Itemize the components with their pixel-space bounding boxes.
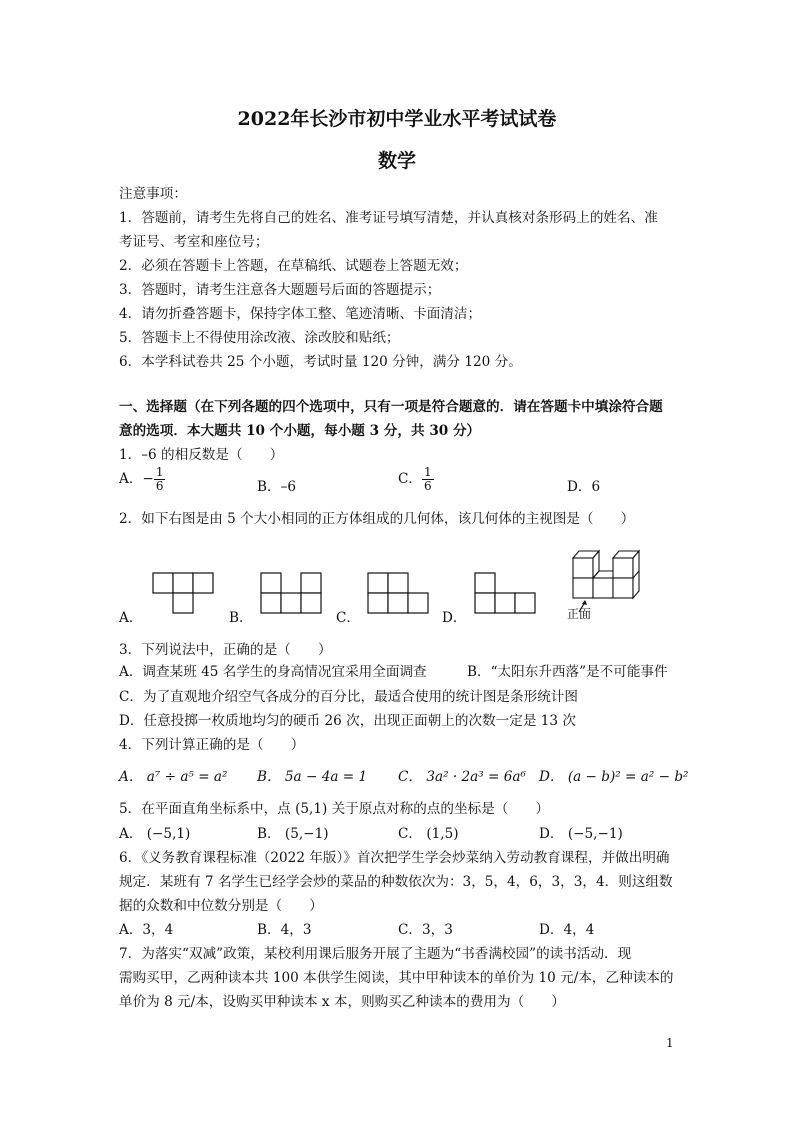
q6-option-a: A．3，4: [119, 922, 174, 938]
q1-option-a: [119, 466, 165, 493]
q5-option-d: D． (−5,−1): [539, 826, 623, 842]
q6-option-d: D．4，4: [539, 922, 595, 938]
q4-option-d: D． (a − b)² = a² − b²: [539, 769, 689, 785]
q2-front-label: 正面: [567, 607, 592, 621]
q6-stem-line: 6．《义务教育课程标准（2022 年版）》首次把学生学会炒菜纳入劳动教育课程，并做出明确: [119, 850, 670, 866]
q1-stem: 1．–6 的相反数是（ ）: [119, 447, 284, 463]
notice-item: 5．答题卡上不得使用涂改液、涂改胶和贴纸；: [119, 330, 400, 346]
q2-option-a-label: A．: [119, 610, 143, 626]
q2-option-a-figure: [152, 572, 214, 614]
q3-stem: 3．下列说法中，正确的是（ ）: [119, 642, 332, 658]
fraction-numerator: 1: [424, 465, 432, 479]
exam-subject: 数学: [377, 150, 416, 172]
q4-stem: 4．下列计算正确的是（ ）: [119, 737, 305, 753]
exam-title: 2022年长沙市初中学业水平考试试卷: [237, 108, 557, 130]
notice-item: 考证号、考室和座位号；: [119, 234, 269, 250]
q2-reference-solid: [565, 546, 651, 612]
q6-option-b: B．4，3: [257, 922, 312, 938]
page-number: 1: [666, 1036, 674, 1050]
q5-option-c: C． (1,5): [398, 826, 459, 842]
notice-item: 4．请勿折叠答题卡，保持字体工整、笔迹清晰、卡面清洁；: [119, 306, 482, 322]
q2-option-b-label: B．: [229, 610, 253, 626]
q5-option-a: A． (−5,1): [119, 826, 191, 842]
q4-option-a: A． a⁷ ÷ a⁵ = a²: [119, 769, 228, 785]
fraction-denominator: 6: [155, 479, 164, 493]
q1-option-a-label: A．: [119, 471, 143, 487]
q4-option-b: B． 5a − 4a = 1: [257, 769, 368, 785]
q1-option-d: D．6: [567, 479, 601, 495]
q1-option-c-fraction: [422, 466, 434, 493]
q7-stem-line: 7．为落实“双减”政策，某校利用课后服务开展了主题为“书香满校园”的读书活动．现: [119, 946, 632, 962]
q2-option-d-label: D．: [442, 610, 467, 626]
q6-stem-line: 规定．某班有 7 名学生已经学会炒的菜品的种数依次为：3，5，4，6，3，3，4．则这组数: [119, 874, 673, 890]
q2-option-c-label: C．: [336, 610, 360, 626]
q3-option-c: C．为了直观地介绍空气各成分的百分比，最适合使用的统计图是条形统计图: [119, 689, 578, 705]
q1-option-c: [398, 466, 434, 493]
q3-option-a: A．调查某班 45 名学生的身高情况宜采用全面调查: [119, 664, 427, 680]
notice-item: 3．答题时，请考生注意各大题题号后面的答题提示；: [119, 282, 441, 298]
q7-stem-line: 单价为 8 元/本，设购买甲种读本 x 本，则购买乙种读本的费用为（ ）: [119, 994, 565, 1010]
q2-stem: 2．如下右图是由 5 个大小相同的正方体组成的几何体，该几何体的主视图是（ ）: [119, 511, 635, 527]
q2-option-d-figure: [474, 572, 536, 614]
fraction-numerator: 1: [155, 465, 164, 479]
q2-option-b-figure: [260, 572, 322, 614]
q3-option-b: B．“太阳东升西落”是不可能事件: [467, 664, 668, 680]
q2-option-c-figure: [367, 572, 429, 614]
fraction-denominator: 6: [424, 479, 432, 493]
q1-option-c-label: C．: [398, 471, 422, 487]
notice-heading: 注意事项：: [119, 186, 187, 202]
notice-item: 1．答题前，请考生先将自己的姓名、准考证号填写清楚，并认真核对条形码上的姓名、准: [119, 210, 658, 226]
q5-option-b: B． (5,−1): [257, 826, 329, 842]
q1-option-b: B．–6: [257, 479, 297, 495]
section-heading: 意的选项．本大题共 10 个小题，每小题 3 分，共 30 分）: [119, 423, 481, 439]
q1-option-a-fraction: [154, 466, 166, 493]
q6-stem-line: 据的众数和中位数分别是（ ）: [119, 898, 323, 914]
q4-option-c: C． 3a² · 2a³ = 6a⁶: [398, 769, 526, 785]
notice-item: 2．必须在答题卡上答题，在草稿纸、试题卷上答题无效；: [119, 258, 468, 274]
q5-stem: 5．在平面直角坐标系中，点 (5,1) 关于原点对称的点的坐标是（ ）: [119, 801, 550, 817]
notice-item: 6．本学科试卷共 25 个小题，考试时量 120 分钟，满分 120 分。: [119, 354, 522, 370]
q1-option-a-sign: −: [142, 471, 154, 487]
q7-stem-line: 需购买甲，乙两种读本共 100 本供学生阅读，其中甲种读本的单价为 10 元/本，乙种读本的: [119, 970, 674, 986]
section-heading: 一、选择题（在下列各题的四个选项中，只有一项是符合题意的．请在答题卡中填涂符合题: [119, 399, 663, 415]
q3-option-d: D．任意投掷一枚质地均匀的硬币 26 次，出现正面朝上的次数一定是 13 次: [119, 713, 576, 729]
q6-option-c: C．3，3: [398, 922, 453, 938]
